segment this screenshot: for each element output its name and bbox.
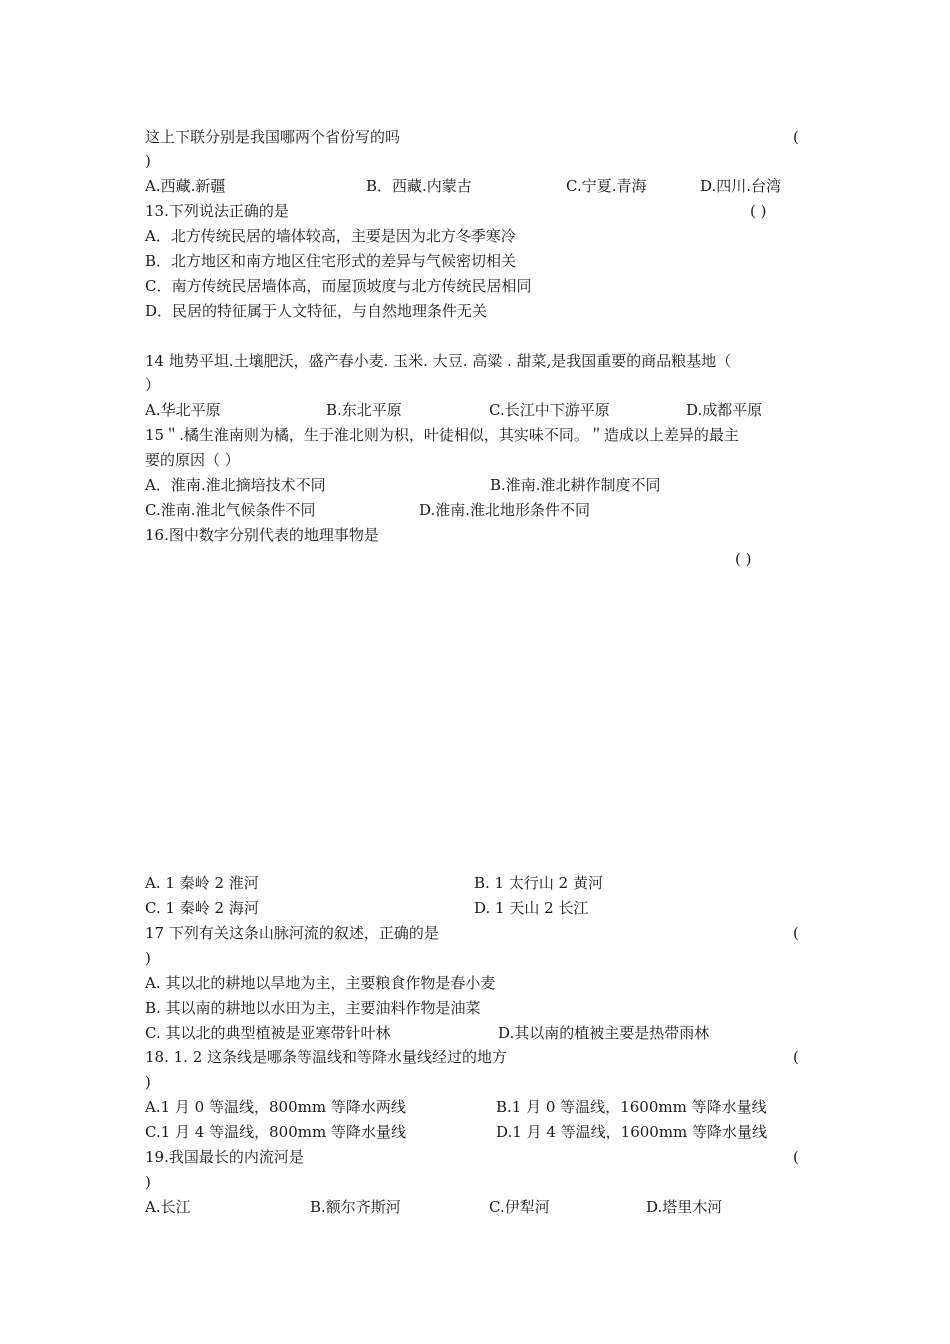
q15-option-d: D.淮南.淮北地形条件不同	[419, 501, 591, 519]
q12-stem: 这上下联分别是我国哪两个省份写的吗	[145, 128, 401, 146]
q19-option-b: B.额尔齐斯河	[310, 1198, 401, 1216]
q17-option-c: C. 其以北的典型植被是亚寒带针叶林	[145, 1024, 391, 1042]
q16-stem: 16.图中数字分别代表的地理事物是	[145, 526, 379, 544]
q15-stem-line1: 15＂.橘生淮南则为橘，生于淮北则为枳，叶徒相似，其实味不同。＂造成以上差异的最主	[145, 426, 739, 444]
q14-option-c: C.长江中下游平原	[489, 401, 610, 419]
q18-paren-close: )	[145, 1073, 151, 1091]
q14-option-a: A.华北平原	[145, 401, 221, 419]
q18-option-d: D.1 月 4 等温线，1600mm 等降水量线	[496, 1123, 768, 1141]
q12-option-a: A.西藏.新疆	[145, 177, 226, 195]
q19-paren-open: (	[793, 1148, 799, 1166]
q16-option-c: C. 1 秦岭 2 海河	[145, 899, 259, 917]
q18-option-c: C.1 月 4 等温线，800mm 等降水量线	[145, 1123, 406, 1141]
q18-paren-open: (	[793, 1048, 799, 1066]
q15-option-b: B.淮南.淮北耕作制度不同	[490, 476, 661, 494]
q13-answer-paren: ( )	[750, 202, 767, 220]
q12-paren-open: (	[793, 128, 799, 146]
q12-option-c: C.宁夏.青海	[566, 177, 647, 195]
q19-option-d: D.塔里木河	[646, 1198, 723, 1216]
q19-option-c: C.伊犁河	[489, 1198, 550, 1216]
q16-option-d: D. 1 天山 2 长江	[474, 899, 589, 917]
q17-option-d: D.其以南的植被主要是热带雨林	[498, 1024, 710, 1042]
q12-option-b: B．西藏.内蒙古	[366, 177, 472, 195]
q18-option-a: A.1 月 0 等温线，800mm 等降水两线	[145, 1098, 406, 1116]
q12-option-d: D.四川.台湾	[700, 177, 782, 195]
q17-stem: 17 下列有关这条山脉河流的叙述，正确的是	[145, 924, 439, 942]
q13-stem: 13.下列说法正确的是	[145, 202, 289, 220]
q16-option-a: A. 1 秦岭 2 淮河	[145, 874, 259, 892]
q18-stem: 18. 1. 2 这条线是哪条等温线和等降水量线经过的地方	[145, 1048, 508, 1066]
q16-option-b: B. 1 太行山 2 黄河	[474, 874, 603, 892]
q19-paren-close: )	[145, 1173, 151, 1191]
q17-option-a: A. 其以北的耕地以旱地为主，主要粮食作物是春小麦	[145, 974, 496, 992]
q13-option-b: B．北方地区和南方地区住宅形式的差异与气候密切相关	[145, 252, 517, 270]
q14-paren-close: ）	[145, 376, 161, 394]
q19-option-a: A.长江	[145, 1198, 191, 1216]
q15-option-c: C.淮南.淮北气候条件不同	[145, 501, 316, 519]
q12-paren-close: )	[145, 152, 151, 170]
q13-option-a: A．北方传统民居的墙体较高，主要是因为北方冬季寒冷	[145, 227, 516, 245]
q19-stem: 19.我国最长的内流河是	[145, 1148, 304, 1166]
q15-stem-line2: 要的原因（ ）	[145, 451, 240, 469]
q17-paren-open: (	[793, 924, 799, 942]
q14-stem: 14 地势平坦.土壤肥沃，盛产春小麦. 玉米. 大豆. 高粱 . 甜菜,是我国重要的商品粮基地（	[145, 352, 732, 370]
q13-option-c: C．南方传统民居墙体高，而屋顶坡度与北方传统民居相同	[145, 277, 532, 295]
q13-option-d: D．民居的特征属于人文特征，与自然地理条件无关	[145, 302, 488, 320]
q16-answer-paren: ( )	[735, 550, 752, 568]
q14-option-d: D.成都平原	[686, 401, 763, 419]
q14-option-b: B.东北平原	[326, 401, 402, 419]
q17-paren-close: )	[145, 949, 151, 967]
q15-option-a: A．淮南.淮北摘培技术不同	[145, 476, 326, 494]
q18-option-b: B.1 月 0 等温线，1600mm 等降水量线	[496, 1098, 767, 1116]
q17-option-b: B. 其以南的耕地以水田为主，主要油料作物是油菜	[145, 999, 481, 1017]
q16-figure-area	[145, 580, 805, 865]
